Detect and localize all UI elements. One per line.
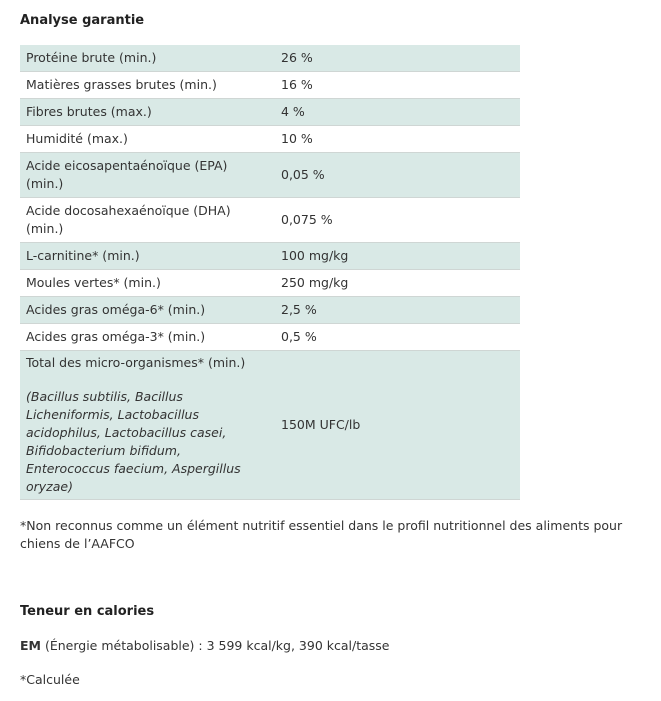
nutrient-cell bbox=[20, 351, 273, 500]
nutrient-value: 0,075 % bbox=[273, 198, 520, 243]
nutrient-value: 100 mg/kg bbox=[273, 243, 520, 270]
nutrient-label: Acides gras oméga-3* (min.) bbox=[20, 324, 273, 351]
nutrient-value: 4 % bbox=[273, 99, 520, 126]
em-label: EM bbox=[20, 638, 41, 653]
table-row bbox=[20, 351, 520, 500]
nutrient-value: 2,5 % bbox=[273, 297, 520, 324]
table-row bbox=[20, 324, 520, 351]
nutrient-label: Total des micro-organismes* (min.) bbox=[26, 355, 246, 370]
metabolizable-energy bbox=[20, 638, 390, 653]
table-row bbox=[20, 153, 520, 198]
nutrient-label: Matières grasses brutes (min.) bbox=[20, 72, 273, 99]
table-row bbox=[20, 198, 520, 243]
nutrient-label: Acide eicosapentaénoïque (EPA) (min.) bbox=[20, 153, 273, 198]
nutrient-value: 0,05 % bbox=[273, 153, 520, 198]
nutrient-label: Acide docosahexaénoïque (DHA) (min.) bbox=[20, 198, 273, 243]
table-row bbox=[20, 72, 520, 99]
nutrient-value: 0,5 % bbox=[273, 324, 520, 351]
nutrient-label: L-carnitine* (min.) bbox=[20, 243, 273, 270]
nutrient-label: Protéine brute (min.) bbox=[20, 45, 273, 72]
nutrient-value: 16 % bbox=[273, 72, 520, 99]
analysis-title: Analyse garantie bbox=[20, 13, 145, 28]
nutrient-label: Humidité (max.) bbox=[20, 126, 273, 153]
em-value: (Énergie métabolisable) : 3 599 kcal/kg, 390 kcal/tasse bbox=[40, 638, 390, 653]
aafco-footnote: *Non reconnus comme un élément nutritif essentiel dans le profil nutritionnel des aliments pour chiens de l’AAFCO bbox=[20, 518, 623, 551]
nutrient-value: 150M UFC/lb bbox=[273, 351, 520, 500]
table-row bbox=[20, 243, 520, 270]
nutrient-label: Moules vertes* (min.) bbox=[20, 270, 273, 297]
microorganism-list: (Bacillus subtilis, Bacillus Licheniformis, Lactobacillus acidophilus, Lactobacillus casei, Bifidobacterium bifidum, Enterococcus faecium, Aspergillus oryzae) bbox=[26, 389, 241, 494]
nutrient-value: 26 % bbox=[273, 45, 520, 72]
guaranteed-analysis-table bbox=[20, 45, 520, 500]
nutrient-label: Fibres brutes (max.) bbox=[20, 99, 273, 126]
table-row bbox=[20, 297, 520, 324]
nutrient-value: 250 mg/kg bbox=[273, 270, 520, 297]
nutrient-value: 10 % bbox=[273, 126, 520, 153]
nutrient-label: Acides gras oméga-6* (min.) bbox=[20, 297, 273, 324]
table-row bbox=[20, 126, 520, 153]
table-row bbox=[20, 45, 520, 72]
calories-title: Teneur en calories bbox=[20, 604, 155, 619]
table-row bbox=[20, 270, 520, 297]
calculated-note: *Calculée bbox=[20, 672, 80, 687]
table-row bbox=[20, 99, 520, 126]
